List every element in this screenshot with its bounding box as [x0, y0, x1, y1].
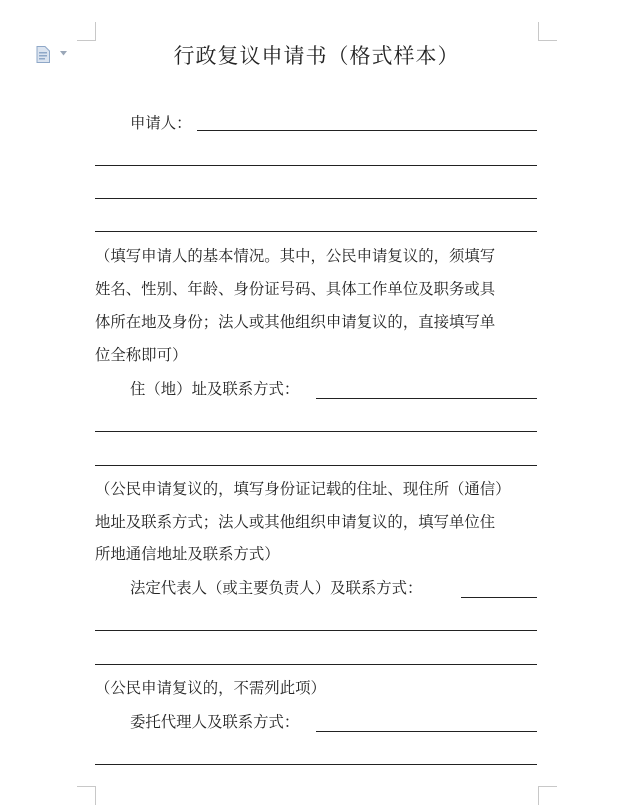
address-label: 住（地）址及联系方式：: [130, 380, 300, 398]
address-fill-line[interactable]: [95, 465, 537, 466]
address-note-line: （公民申请复议的，填写身份证记载的住址、现住所（通信）: [95, 480, 511, 498]
page-corner-mark-bottom-right: [538, 786, 557, 805]
document-title: 行政复议申请书（格式样本）: [173, 44, 460, 68]
applicant-note-line: 位全称即可）: [95, 346, 188, 364]
legal-rep-fill-line[interactable]: [95, 630, 537, 631]
agent-label: 委托代理人及联系方式：: [130, 713, 300, 731]
legal-rep-note: （公民申请复议的，不需列此项）: [95, 679, 326, 697]
chevron-down-icon[interactable]: [60, 51, 67, 56]
page-corner-mark-top-right: [538, 22, 557, 41]
agent-fill-line[interactable]: [95, 764, 537, 765]
page-corner-mark-bottom-left: [77, 786, 96, 805]
address-fill-line[interactable]: [95, 431, 537, 432]
agent-fill-line[interactable]: [316, 731, 537, 732]
applicant-fill-line[interactable]: [95, 231, 537, 232]
document-icon[interactable]: [36, 46, 50, 63]
legal-rep-fill-line[interactable]: [95, 664, 537, 665]
address-note-line: 所地通信地址及联系方式）: [95, 545, 280, 563]
applicant-note-line: （填写申请人的基本情况。其中，公民申请复议的，须填写: [95, 247, 496, 265]
legal-rep-fill-line[interactable]: [461, 597, 537, 598]
applicant-label: 申请人：: [130, 114, 192, 132]
address-fill-line[interactable]: [316, 398, 537, 399]
page-corner-mark-top-left: [77, 22, 96, 41]
applicant-fill-line[interactable]: [95, 198, 537, 199]
applicant-fill-line[interactable]: [95, 165, 537, 166]
applicant-note-line: 姓名、性别、年龄、身份证号码、具体工作单位及职务或具: [95, 280, 496, 298]
address-note-line: 地址及联系方式；法人或其他组织申请复议的，填写单位住: [95, 513, 496, 531]
applicant-note-line: 体所在地及身份；法人或其他组织申请复议的，直接填写单: [95, 313, 496, 331]
legal-rep-label: 法定代表人（或主要负责人）及联系方式：: [130, 579, 423, 597]
applicant-fill-line[interactable]: [197, 130, 537, 131]
